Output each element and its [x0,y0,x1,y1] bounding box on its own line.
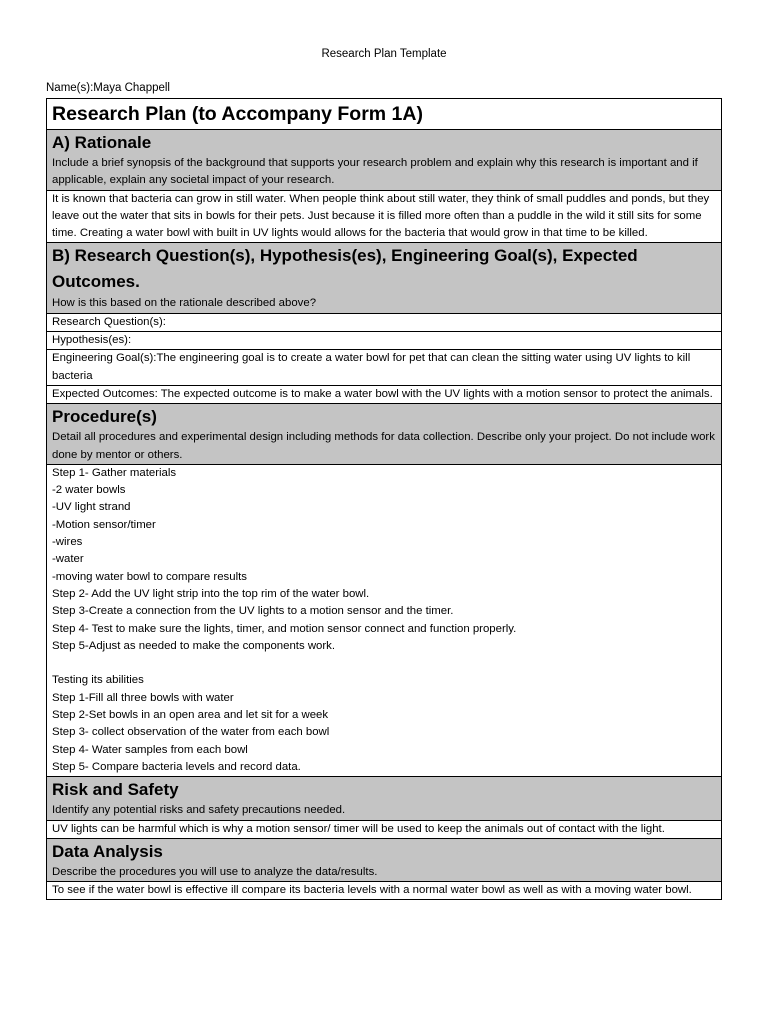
data-analysis-response: To see if the water bowl is effective ill compare its bacteria levels with a normal water bowl as well as with a moving water bowl. [52,884,692,897]
procedure-line: Step 5-Adjust as needed to make the components work. [52,639,336,652]
risk-safety-header-cell [47,777,721,820]
research-questions-field: Research Question(s): [47,314,721,332]
research-question-header-cell [47,243,721,313]
procedure-line: Step 3-Create a connection from the UV lights to a motion sensor and the timer. [52,605,454,618]
risk-safety-response: UV lights can be harmful which is why a motion sensor/ timer will be used to keep the animals out of contact with the light. [47,821,721,839]
procedure-line: Step 1-Fill all three bowls with water [52,691,234,704]
research-question-heading: B) Research Question(s), Hypothesis(es), Engineering Goal(s), Expected Outcomes. [52,246,638,292]
data-analysis-header-cell [47,839,721,882]
data-analysis-instructions: Describe the procedures you will use to analyze the data/results. [52,865,378,878]
procedures-heading: Procedure(s) [52,407,157,427]
rationale-heading: A) Rationale [52,133,152,152]
procedure-line: Step 2- Add the UV light strip into the top rim of the water bowl. [52,587,370,600]
procedure-line: -moving water bowl to compare results [52,570,247,583]
procedure-line: -Motion sensor/timer [52,518,156,531]
expected-outcomes-field: Expected Outcomes: The expected outcome is to make a water bowl with the UV lights with a motion sensor to protect the animals. [47,386,721,404]
procedure-line: Step 3- collect observation of the water from each bowl [52,726,330,739]
procedure-line: Testing its abilities [52,674,144,687]
procedure-line: Step 4- Water samples from each bowl [52,743,248,756]
procedure-blank-line [52,655,716,672]
research-question-instructions: How is this based on the rationale described above? [52,297,317,310]
procedure-line: Step 1- Gather materials [52,466,177,479]
procedure-line: Step 4- Test to make sure the lights, timer, and motion sensor connect and function properly. [52,622,517,635]
student-name-line: Name(s):Maya Chappell [46,82,170,94]
hypotheses-field: Hypothesis(es): [47,332,721,350]
procedure-line: -wires [52,536,83,549]
risk-safety-heading: Risk and Safety [52,780,179,800]
rationale-response: It is known that bacteria can grow in still water. When people think about still water, they think of small puddles and ponds, but they leave out the water that sits in bowls for their pets. Just because it is filled more often than a puddle in the wild it still sits for some time. Creating a water bowl with built in UV lights would allows for the bacteria that would grow in that time to be killed. [47,191,721,244]
procedure-line: -2 water bowls [52,484,126,497]
risk-safety-instructions: Identify any potential risks and safety precautions needed. [52,804,346,817]
procedures-header-cell [47,404,721,465]
procedure-line: -UV light strand [52,501,131,514]
rationale-header-cell [47,130,721,191]
engineering-goal-field: Engineering Goal(s):The engineering goal is to create a water bowl for pet that can clean the sitting water using UV lights to kill bacteria [47,350,721,386]
procedure-line: Step 5- Compare bacteria levels and record data. [52,760,301,773]
data-analysis-heading: Data Analysis [52,841,163,861]
procedure-line: -water [52,553,84,566]
research-plan-table [46,98,722,900]
procedures-instructions: Detail all procedures and experimental design including methods for data collection. Describe only your project. Do not include work done by mentor or others. [52,431,715,461]
main-heading: Research Plan (to Accompany Form 1A) [47,99,721,130]
procedure-line: Step 2-Set bowls in an open area and let sit for a week [52,709,329,722]
rationale-instructions: Include a brief synopsis of the background that supports your research problem and explain why this research is important and if applicable, explain any societal impact of your research. [52,157,698,187]
document-title: Research Plan Template [321,48,447,60]
procedures-response [47,465,721,777]
